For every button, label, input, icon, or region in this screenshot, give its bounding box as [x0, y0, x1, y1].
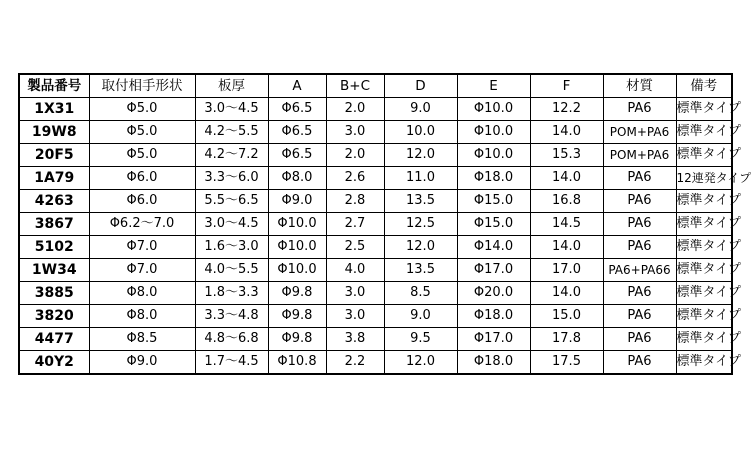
table-row	[19, 213, 732, 236]
cell-e: Φ10.0	[457, 98, 530, 121]
cell-b-plus-c: 2.7	[326, 213, 384, 236]
cell-material: PA6	[603, 98, 676, 121]
cell-mounting-shape: Φ6.2～7.0	[89, 213, 195, 236]
cell-plate-thickness: 3.3～4.8	[195, 305, 268, 328]
cell-material: PA6	[603, 305, 676, 328]
cell-e: Φ15.0	[457, 190, 530, 213]
cell-d: 9.5	[384, 328, 457, 351]
cell-f: 14.5	[530, 213, 603, 236]
cell-product-number: 5102	[19, 236, 89, 259]
table-row	[19, 282, 732, 305]
cell-remarks: 標準タイプ	[676, 121, 732, 144]
cell-material: POM+PA6	[603, 144, 676, 167]
cell-remarks: 12連発タイプ	[676, 167, 732, 190]
cell-material: PA6	[603, 282, 676, 305]
table-row	[19, 98, 732, 121]
cell-a: Φ9.0	[268, 190, 326, 213]
cell-d: 9.0	[384, 98, 457, 121]
table-row	[19, 144, 732, 167]
table-row	[19, 328, 732, 351]
cell-material: PA6+PA66	[603, 259, 676, 282]
cell-d: 9.0	[384, 305, 457, 328]
cell-d: 13.5	[384, 259, 457, 282]
cell-mounting-shape: Φ8.5	[89, 328, 195, 351]
header-material: 材質	[603, 74, 676, 98]
cell-mounting-shape: Φ8.0	[89, 282, 195, 305]
cell-mounting-shape: Φ6.0	[89, 167, 195, 190]
cell-a: Φ6.5	[268, 98, 326, 121]
cell-remarks: 標準タイプ	[676, 305, 732, 328]
cell-a: Φ8.0	[268, 167, 326, 190]
cell-b-plus-c: 3.8	[326, 328, 384, 351]
cell-remarks: 標準タイプ	[676, 351, 732, 375]
cell-e: Φ10.0	[457, 144, 530, 167]
cell-d: 12.0	[384, 144, 457, 167]
header-plate-thickness: 板厚	[195, 74, 268, 98]
cell-b-plus-c: 2.6	[326, 167, 384, 190]
spec-table	[18, 73, 751, 375]
cell-b-plus-c: 2.8	[326, 190, 384, 213]
cell-remarks: 標準タイプ	[676, 98, 732, 121]
cell-e: Φ15.0	[457, 213, 530, 236]
cell-e: Φ10.0	[457, 121, 530, 144]
cell-a: Φ9.8	[268, 282, 326, 305]
cell-plate-thickness: 4.2～7.2	[195, 144, 268, 167]
cell-mounting-shape: Φ5.0	[89, 121, 195, 144]
cell-f: 14.0	[530, 282, 603, 305]
cell-d: 13.5	[384, 190, 457, 213]
cell-material: PA6	[603, 213, 676, 236]
cell-product-number: 20F5	[19, 144, 89, 167]
cell-d: 10.0	[384, 121, 457, 144]
cell-material: PA6	[603, 351, 676, 375]
cell-e: Φ18.0	[457, 167, 530, 190]
cell-e: Φ17.0	[457, 328, 530, 351]
cell-d: 12.0	[384, 351, 457, 375]
cell-f: 17.8	[530, 328, 603, 351]
cell-b-plus-c: 2.5	[326, 236, 384, 259]
cell-product-number: 1W34	[19, 259, 89, 282]
cell-f: 14.0	[530, 167, 603, 190]
cell-material: PA6	[603, 167, 676, 190]
cell-mounting-shape: Φ7.0	[89, 259, 195, 282]
cell-mounting-shape: Φ7.0	[89, 236, 195, 259]
cell-product-number: 3867	[19, 213, 89, 236]
cell-b-plus-c: 3.0	[326, 282, 384, 305]
header-remarks: 備考	[676, 74, 732, 98]
cell-product-number: 1A79	[19, 167, 89, 190]
table-row	[19, 167, 732, 190]
cell-remarks: 標準タイプ	[676, 190, 732, 213]
cell-a: Φ10.0	[268, 259, 326, 282]
cell-material: POM+PA6	[603, 121, 676, 144]
cell-product-number: 19W8	[19, 121, 89, 144]
cell-mounting-shape: Φ8.0	[89, 305, 195, 328]
table-row	[19, 190, 732, 213]
cell-plate-thickness: 1.7～4.5	[195, 351, 268, 375]
cell-b-plus-c: 2.0	[326, 98, 384, 121]
cell-a: Φ10.0	[268, 236, 326, 259]
table-row	[19, 259, 732, 282]
cell-material: PA6	[603, 190, 676, 213]
cell-b-plus-c: 2.2	[326, 351, 384, 375]
cell-a: Φ10.8	[268, 351, 326, 375]
cell-f: 16.8	[530, 190, 603, 213]
table-row	[19, 121, 732, 144]
cell-f: 17.5	[530, 351, 603, 375]
cell-a: Φ6.5	[268, 144, 326, 167]
table-row	[19, 351, 732, 375]
cell-mounting-shape: Φ5.0	[89, 98, 195, 121]
table-body	[19, 98, 751, 375]
cell-mounting-shape: Φ9.0	[89, 351, 195, 375]
cell-plate-thickness: 3.0～4.5	[195, 98, 268, 121]
cell-remarks: 標準タイプ	[676, 282, 732, 305]
cell-plate-thickness: 1.6～3.0	[195, 236, 268, 259]
cell-plate-thickness: 4.0～5.5	[195, 259, 268, 282]
cell-mounting-shape: Φ6.0	[89, 190, 195, 213]
cell-e: Φ18.0	[457, 351, 530, 375]
cell-product-number: 3885	[19, 282, 89, 305]
cell-plate-thickness: 3.0～4.5	[195, 213, 268, 236]
cell-f: 14.0	[530, 236, 603, 259]
cell-b-plus-c: 4.0	[326, 259, 384, 282]
cell-b-plus-c: 3.0	[326, 121, 384, 144]
cell-plate-thickness: 5.5～6.5	[195, 190, 268, 213]
cell-plate-thickness: 4.8～6.8	[195, 328, 268, 351]
cell-a: Φ9.8	[268, 328, 326, 351]
cell-plate-thickness: 1.8～3.3	[195, 282, 268, 305]
cell-e: Φ20.0	[457, 282, 530, 305]
cell-mounting-shape: Φ5.0	[89, 144, 195, 167]
cell-remarks: 標準タイプ	[676, 144, 732, 167]
header-product-number: 製品番号	[19, 74, 89, 98]
cell-d: 12.5	[384, 213, 457, 236]
cell-material: PA6	[603, 236, 676, 259]
cell-b-plus-c: 2.0	[326, 144, 384, 167]
cell-product-number: 1X31	[19, 98, 89, 121]
cell-plate-thickness: 4.2～5.5	[195, 121, 268, 144]
cell-e: Φ14.0	[457, 236, 530, 259]
cell-product-number: 40Y2	[19, 351, 89, 375]
header-mounting-shape: 取付相手形状	[89, 74, 195, 98]
cell-d: 12.0	[384, 236, 457, 259]
cell-f: 14.0	[530, 121, 603, 144]
cell-remarks: 標準タイプ	[676, 213, 732, 236]
table-row	[19, 236, 732, 259]
header-d: D	[384, 74, 457, 98]
header-b-plus-c: B+C	[326, 74, 384, 98]
header-row	[19, 74, 732, 98]
cell-b-plus-c: 3.0	[326, 305, 384, 328]
header-f: F	[530, 74, 603, 98]
cell-plate-thickness: 3.3～6.0	[195, 167, 268, 190]
cell-product-number: 3820	[19, 305, 89, 328]
cell-f: 15.0	[530, 305, 603, 328]
cell-f: 17.0	[530, 259, 603, 282]
header-a: A	[268, 74, 326, 98]
table-row	[19, 305, 732, 328]
cell-material: PA6	[603, 328, 676, 351]
cell-f: 15.3	[530, 144, 603, 167]
cell-a: Φ10.0	[268, 213, 326, 236]
cell-product-number: 4477	[19, 328, 89, 351]
cell-product-number: 4263	[19, 190, 89, 213]
cell-d: 11.0	[384, 167, 457, 190]
cell-remarks: 標準タイプ	[676, 328, 732, 351]
cell-e: Φ18.0	[457, 305, 530, 328]
cell-a: Φ9.8	[268, 305, 326, 328]
header-e: E	[457, 74, 530, 98]
cell-f: 12.2	[530, 98, 603, 121]
cell-remarks: 標準タイプ	[676, 236, 732, 259]
cell-remarks: 標準タイプ	[676, 259, 732, 282]
cell-d: 8.5	[384, 282, 457, 305]
cell-e: Φ17.0	[457, 259, 530, 282]
cell-a: Φ6.5	[268, 121, 326, 144]
